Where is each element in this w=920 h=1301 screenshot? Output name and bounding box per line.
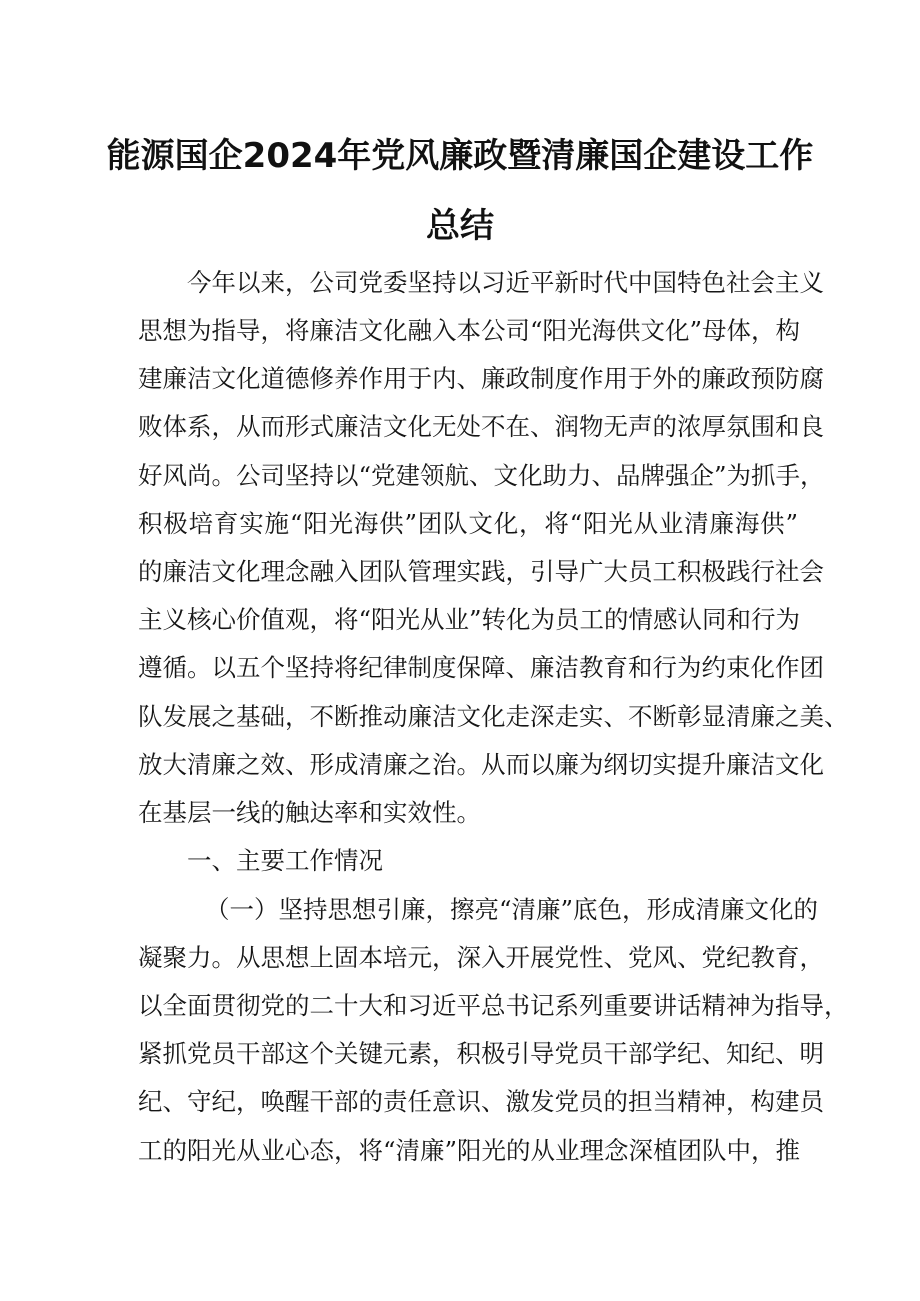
paragraph-line: 遵循。以五个坚持将纪律制度保障、廉洁教育和行为约束化作团 [138, 653, 824, 682]
paragraph-line: 以全面贯彻党的二十大和习近平总书记系列重要讲话精神为指导， [138, 991, 849, 1020]
paragraph-line: 败体系，从而形式廉洁文化无处不在、润物无声的浓厚氛围和良 [138, 412, 824, 441]
paragraph-line: 今年以来，公司党委坚持以习近平新时代中国特色社会主义 [187, 268, 824, 297]
paragraph-line: 在基层一线的触达率和实效性。 [138, 798, 481, 827]
section-heading: 一、主要工作情况 [187, 846, 383, 875]
paragraph-line: 凝聚力。从思想上固本培元，深入开展党性、党风、党纪教育， [138, 943, 824, 972]
paragraph-line: 队发展之基础，不断推动廉洁文化走深走实、不断彰显清廉之美、 [138, 702, 849, 731]
paragraph-line: 纪、守纪，唤醒干部的责任意识、激发党员的担当精神，构建员 [138, 1087, 824, 1116]
paragraph-line: 工的阳光从业心态，将“清廉”阳光的从业理念深植团队中，推 [138, 1136, 801, 1165]
paragraph-line: 积极培育实施“阳光海供”团队文化，将“阳光从业清廉海供” [138, 509, 798, 538]
paragraph-line: 思想为指导，将廉洁文化融入本公司“阳光海供文化”母体，构 [138, 316, 801, 345]
paragraph-line: 紧抓党员干部这个关键元素，积极引导党员干部学纪、知纪、明 [138, 1039, 824, 1068]
document-title-line-1: 能源国企2024年党风廉政暨清廉国企建设工作 [106, 136, 814, 176]
paragraph-line: 放大清廉之效、形成清廉之治。从而以廉为纲切实提升廉洁文化 [138, 750, 824, 779]
paragraph-line: 主义核心价值观，将“阳光从业”转化为员工的情感认同和行为 [138, 605, 801, 634]
paragraph-line: 建廉洁文化道德修养作用于内、廉政制度作用于外的廉政预防腐 [138, 364, 824, 393]
document-title-line-2: 总结 [426, 206, 494, 246]
paragraph-line: 好风尚。公司坚持以“党建领航、文化助力、品牌强企”为抓手， [138, 461, 825, 490]
paragraph-line: （一）坚持思想引廉，擦亮“清廉”底色，形成清廉文化的 [205, 895, 819, 924]
paragraph-line: 的廉洁文化理念融入团队管理实践，引导广大员工积极践行社会 [138, 557, 824, 586]
